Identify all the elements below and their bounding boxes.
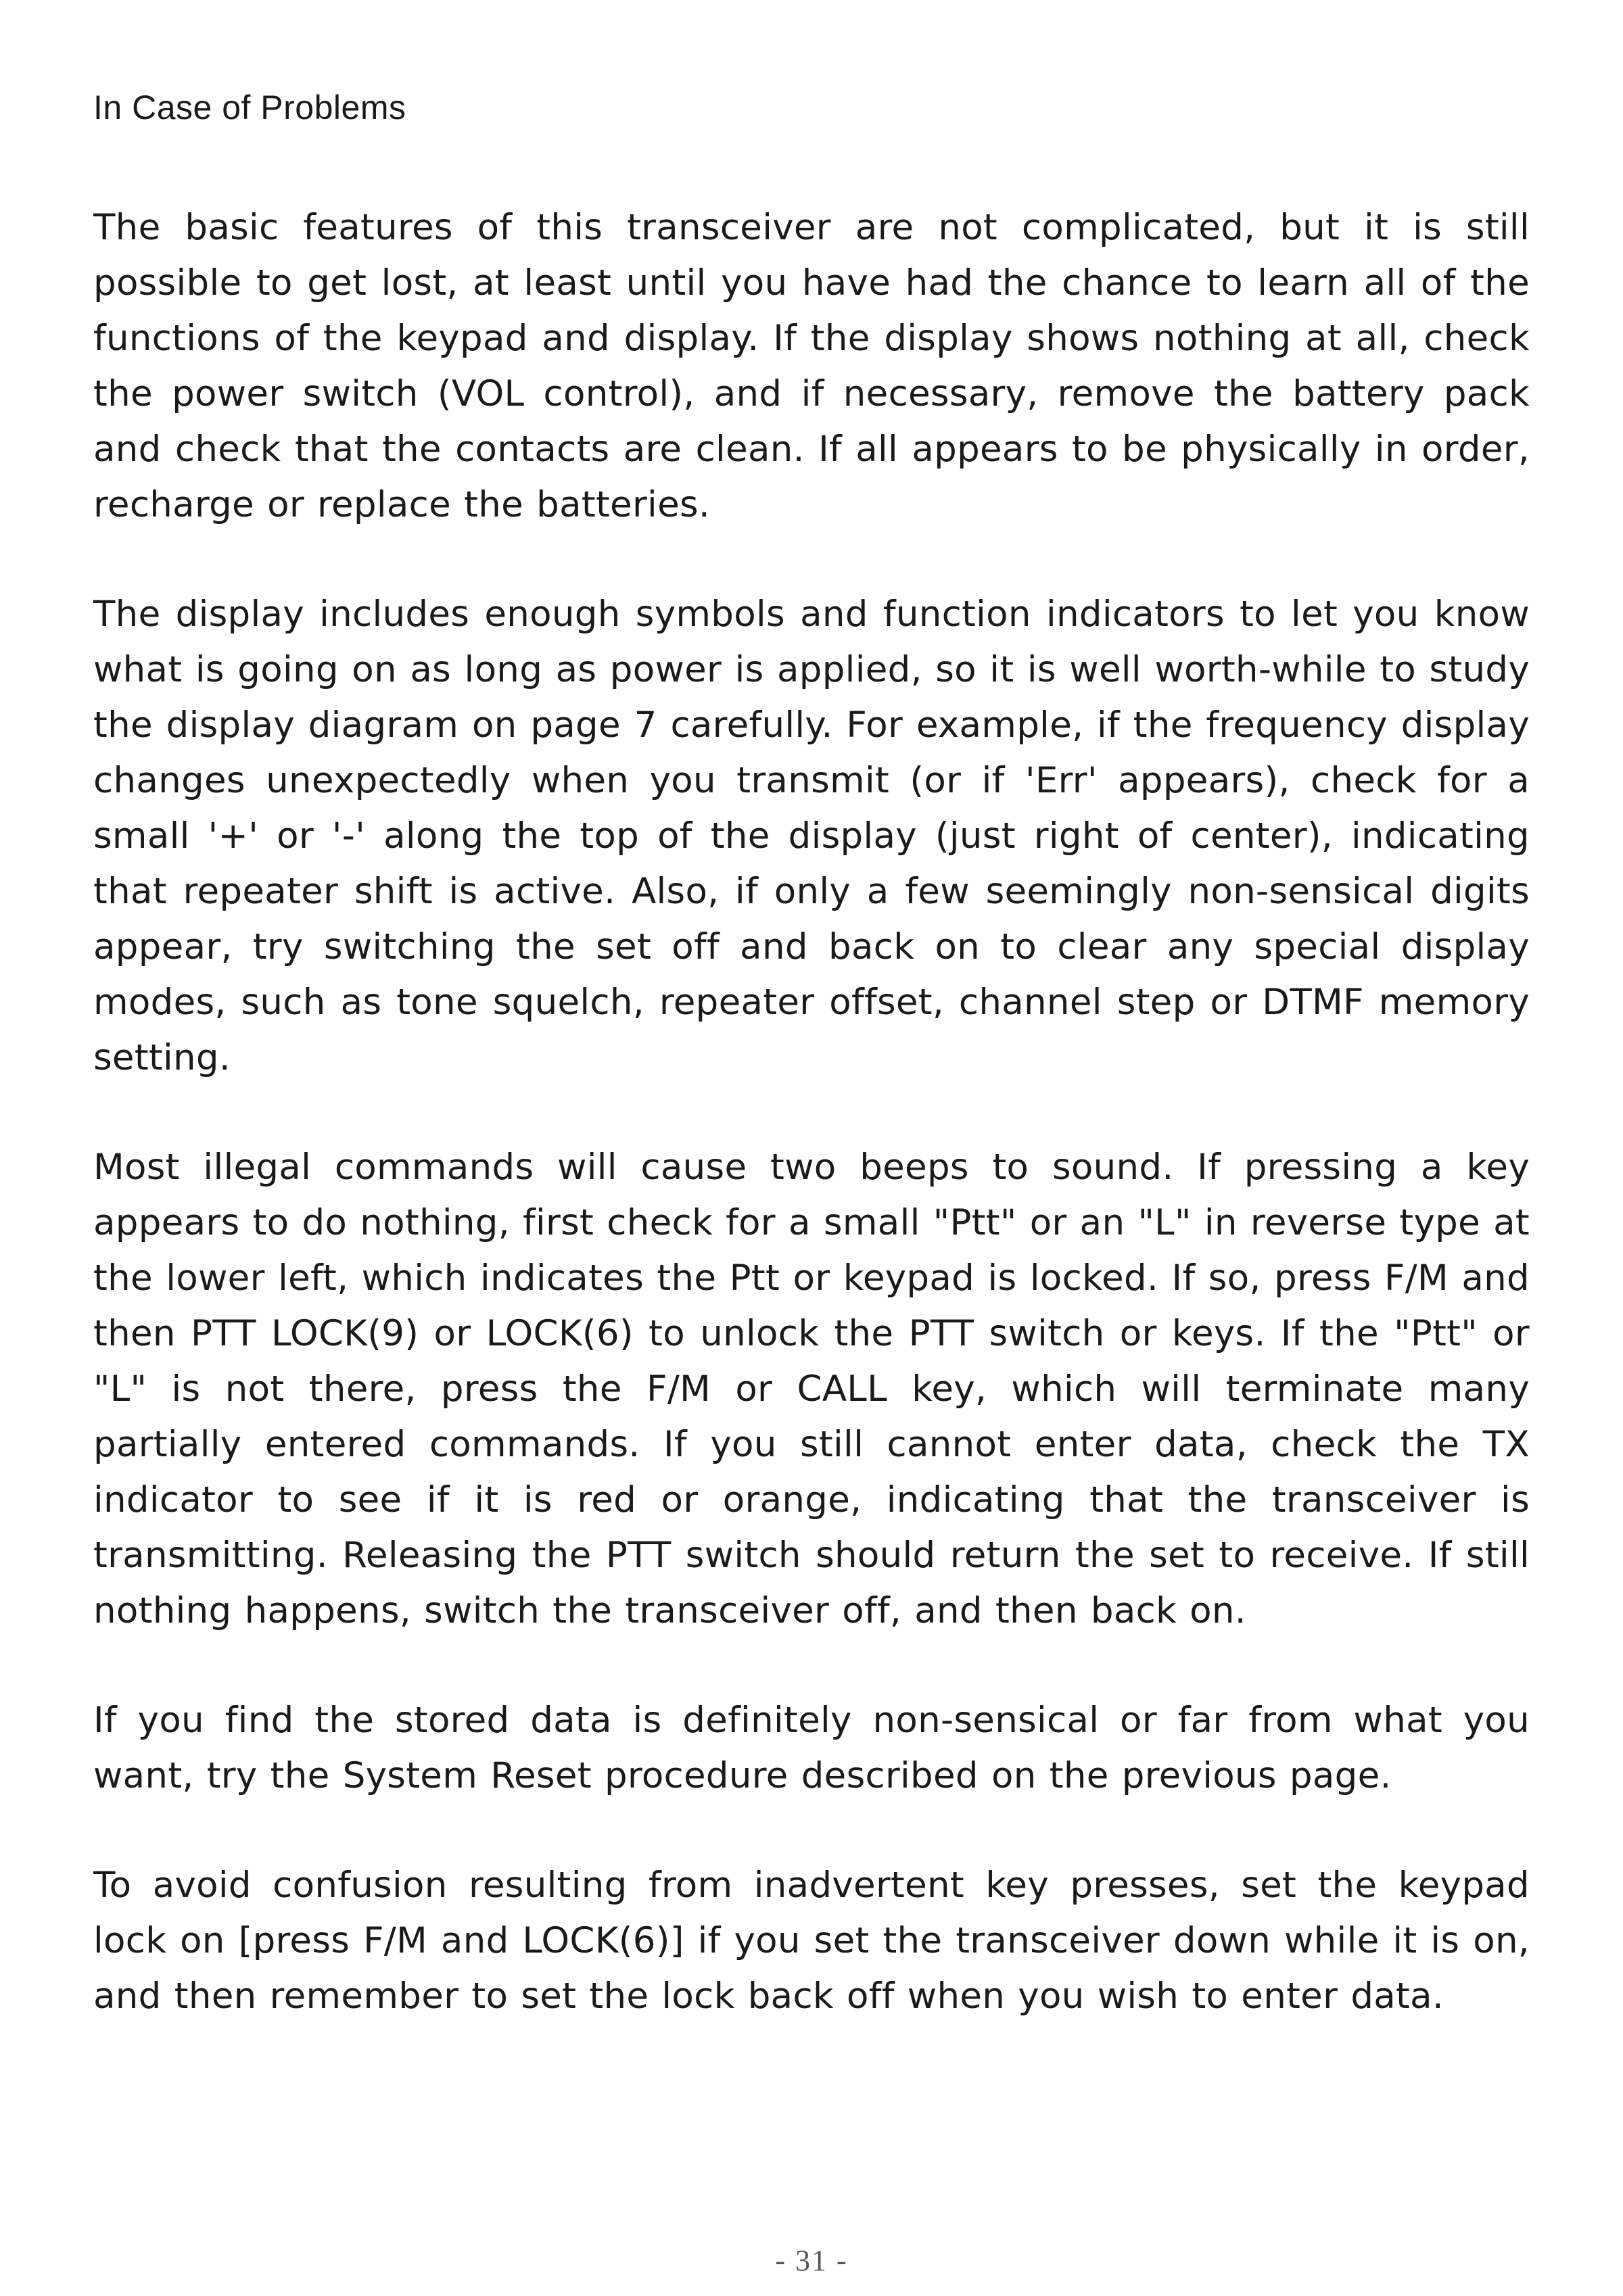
paragraph-illegal-commands: Most illegal commands will cause two beeps to sound. If pressing a key appears to do nothing, first check for a small "Ptt" or an "L" in reverse type at the lower left, which indicates the Ptt or keypad is locked. If so, press F/M and then PTT LOCK(9) or LOCK(6) to unlock the PTT switch or keys. If the "Ptt" or "L" is not there, press the F/M or CALL key, which will terminate many partially entered commands. If you still cannot enter data, check the TX indicator to see if it is red or orange, indicating that the transceiver is transmitting. Releasing the PTT switch should return the set to receive. If still nothing happens, switch the transceiver off, and then back on. bbox=[93, 1147, 1530, 1631]
page-number: - 31 - bbox=[775, 2244, 848, 2277]
paragraph-display-indicators: The display includes enough symbols and function indicators to let you know what is going on as long as power is applied, so it is well worth-while to study the display diagram on page 7 carefully. For example, if the frequency display changes unexpectedly when you transmit (or if 'Err' appears), check for a small '+' or '-' along the top of the display (just right of center), indicating that repeater shift is active. Also, if only a few seemingly non-sensical digits appear, try switching the set off and back on to clear any special display modes, such as tone squelch, repeater offset, channel step or DTMF memory setting. bbox=[93, 594, 1530, 1078]
paragraph-basic-features: The basic features of this transceiver are not complicated, but it is still possible to get lost, at least until you have had the chance to learn all of the functions of the keypad and display. If the display shows nothing at all, check the power switch (VOL control), and if necessary, remove the battery pack and check that the contacts are clean. If all appears to be physically in order, recharge or replace the batteries. bbox=[93, 207, 1530, 525]
paragraph-keypad-lock: To avoid confusion resulting from inadvertent key presses, set the keypad lock on [press F/M and LOCK(6)] if you set the transceiver down while it is on, and then remember to set the lock back off when you wish to enter data. bbox=[93, 1865, 1530, 2017]
paragraph-system-reset: If you find the stored data is definitely non-sensical or far from what you want, try the System Reset procedure described on the previous page. bbox=[93, 1700, 1530, 1796]
section-heading: In Case of Problems bbox=[93, 89, 406, 126]
manual-page bbox=[93, 88, 1530, 2078]
